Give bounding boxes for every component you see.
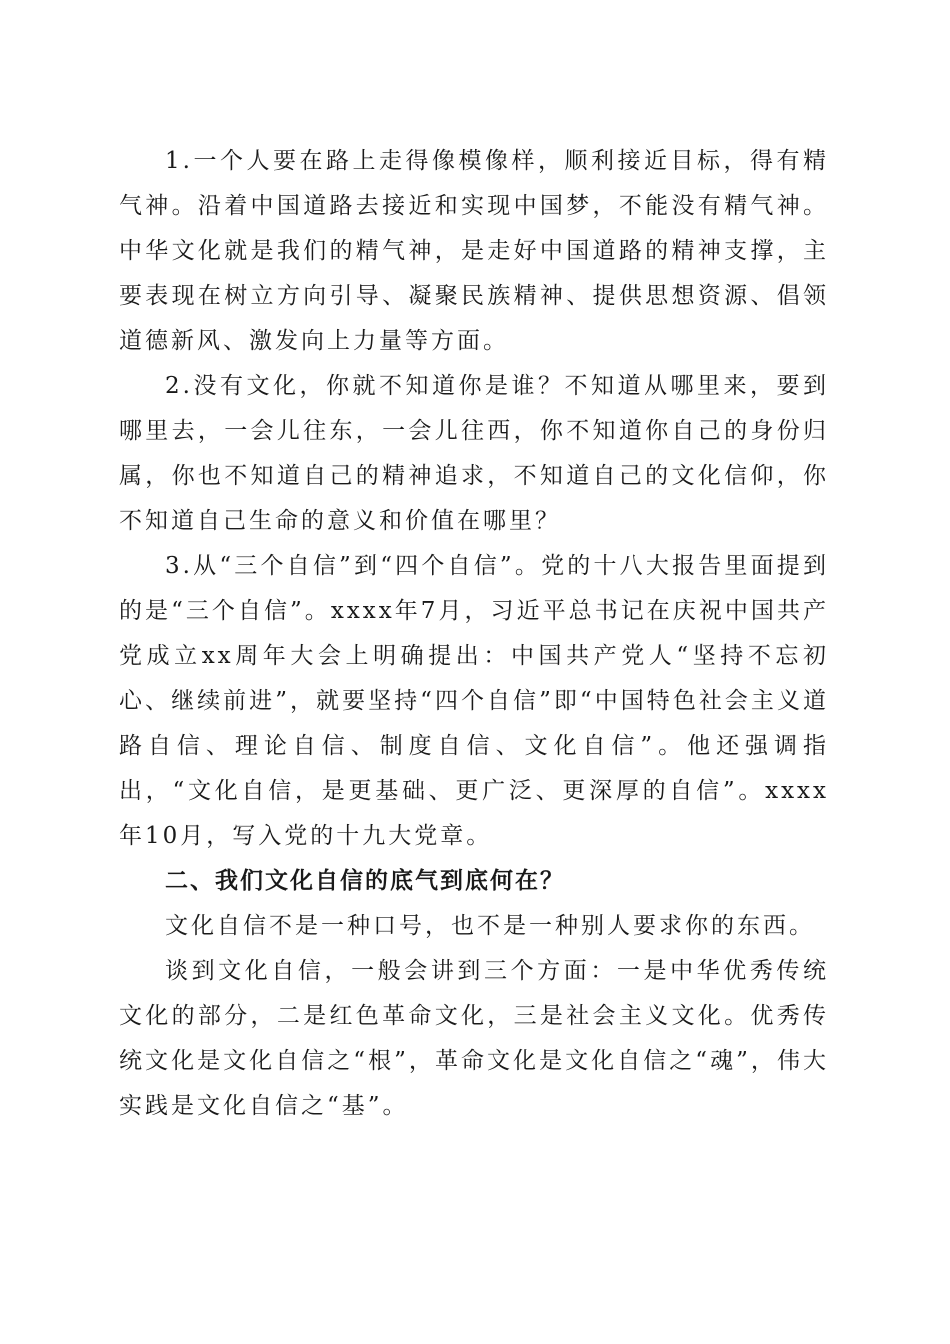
section-heading: 二、我们文化自信的底气到底何在？ — [165, 868, 565, 894]
paragraph-1: 1.一个人要在路上走得像模像样，顺利接近目标，得有精气神。沿着中国道路去接近和实现中国梦，不能没有精气神。中华文化就是我们的精气神，是走好中国道路的精神支撑，主要表现在树立方向引导、凝聚民族精神、提供思想资源、倡领道德新风、激发向上力量等方面。 — [119, 148, 829, 354]
paragraph-3: 3.从“三个自信”到“四个自信”。党的十八大报告里面提到的是“三个自信”。xxxx年7月，习近平总书记在庆祝中国共产党成立xx周年大会上明确提出：中国共产党人“坚持不忘初心、继续前进”，就要坚持“四个自信”即“中国特色社会主义道路自信、理论自信、制度自信、文化自信”。他还强调指出，“文化自信，是更基础、更广泛、更深厚的自信”。xxxx年10月，写入党的十九大党章。 — [119, 553, 829, 849]
paragraph-4: 文化自信不是一种口号，也不是一种别人要求你的东西。 — [165, 913, 815, 939]
document-body — [119, 139, 829, 1129]
paragraph-5: 谈到文化自信，一般会讲到三个方面：一是中华优秀传统文化的部分，二是红色革命文化，三是社会主义文化。优秀传统文化是文化自信之“根”，革命文化是文化自信之“魂”，伟大实践是文化自信之“基”。 — [119, 958, 829, 1119]
paragraph-2: 2.没有文化，你就不知道你是谁？不知道从哪里来，要到哪里去，一会儿往东，一会儿往西，你不知道你自己的身份归属，你也不知道自己的精神追求，不知道自己的文化信仰，你不知道自己生命的意义和价值在哪里？ — [119, 373, 829, 534]
